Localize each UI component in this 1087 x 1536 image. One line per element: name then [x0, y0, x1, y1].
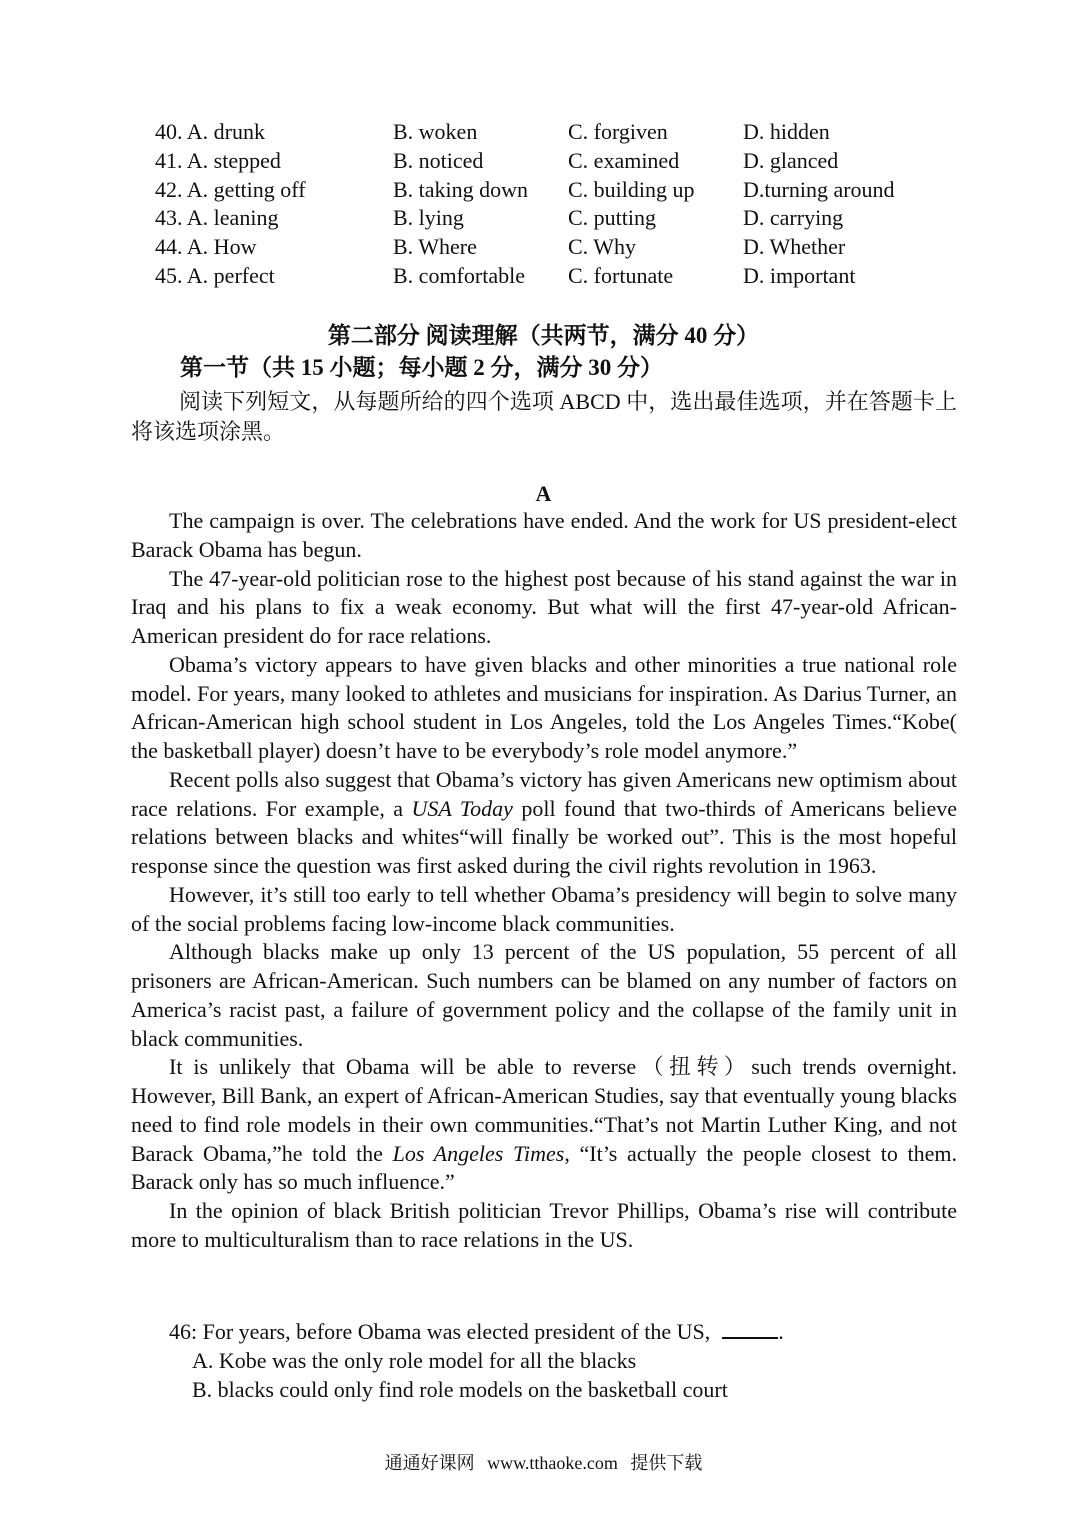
option-row-41	[155, 147, 955, 176]
option-row-44	[155, 233, 955, 262]
option-b: B. woken	[393, 119, 478, 144]
publication-name: USA Today	[411, 795, 513, 821]
option-a: 42. A. getting off	[155, 176, 306, 202]
option-d: D. hidden	[743, 119, 830, 144]
footer-note: 提供下载	[630, 1453, 703, 1473]
option-c: C. examined	[568, 147, 680, 173]
choice-b: B. blacks could only find role models on the basketball court	[192, 1377, 728, 1402]
paragraph: In the opinion of black British politician Trevor Phillips, Obama’s rise will contribute more to multiculturalism than to race relations in the US.	[131, 1198, 957, 1252]
option-row-42	[155, 176, 955, 205]
option-d: D.turning around	[743, 176, 895, 202]
option-b: B. lying	[393, 205, 464, 231]
option-c: C. putting	[568, 205, 657, 231]
option-a: 41. A. stepped	[155, 147, 281, 173]
paragraph: Obama’s victory appears to have given blacks and other minorities a true national role model. For years, many looked to athletes and musicians for inspiration. As Darius Turner, an African-American high school student in Los Angeles, told the Los Angeles Times.“Kobe( the basketball player) doesn’t have to be everybody’s role model anymore.”	[131, 651, 957, 763]
passage-label: A	[535, 481, 552, 506]
choice-a: A. Kobe was the only role model for all the blacks	[192, 1348, 637, 1373]
paragraph: It is unlikely that Obama will be able to reverse（扭转）such trends overnight. However, Bill Bank, an expert of African-American Studies, say that eventually young blacks need to find role models in their own communities.“That’s not Martin Luther King, and not Barack Obama,”he told the Los Angeles Times, “It’s actually the people closest to them. Barack only has so much influence.”	[131, 1054, 957, 1195]
footer-site-name: 通通好课网	[384, 1453, 475, 1473]
answer-blank	[722, 1319, 778, 1339]
option-row-43	[155, 204, 955, 233]
option-a: 44. A. How	[155, 234, 257, 260]
instructions: 阅读下列短文，从每题所给的四个选项 ABCD 中，选出最佳选项，并在答题卡上将该选项涂黑。	[131, 389, 957, 444]
passage-body	[131, 507, 957, 1255]
page-footer	[0, 1450, 1087, 1476]
paragraph: Although blacks make up only 13 percent of the US population, 55 percent of all prisoners are African-American. Such numbers can be blamed on any number of factors on America’s racist past, a failure of government policy and the collapse of the family unit in black communities.	[131, 939, 957, 1051]
option-b: B. taking down	[393, 176, 529, 202]
option-c: C. Why	[568, 234, 637, 260]
paragraph: However, it’s still too early to tell whether Obama’s presidency will begin to solve many of the social problems facing low-income black communities.	[131, 881, 957, 936]
option-c: C. building up	[568, 176, 695, 202]
option-a: 43. A. leaning	[155, 205, 279, 231]
publication-name: Los Angeles Times	[392, 1140, 565, 1166]
option-b: B. noticed	[393, 147, 484, 173]
question-46: 46: For years, before Obama was elected president of the US, .	[169, 1319, 784, 1344]
subsection-title: 第一节（共 15 小题；每小题 2 分，满分 30 分）	[180, 355, 663, 380]
footer-url: www.tthaoke.com	[487, 1453, 618, 1473]
option-b: B. Where	[393, 234, 477, 260]
option-row-45	[155, 262, 955, 291]
option-d: D. important	[743, 262, 856, 288]
options-table	[155, 118, 955, 291]
option-c: C. fortunate	[568, 262, 674, 288]
option-d: D. carrying	[743, 205, 844, 231]
paragraph: The campaign is over. The celebrations have ended. And the work for US president-elect Barack Obama has begun.	[131, 508, 957, 562]
option-d: D. glanced	[743, 147, 839, 173]
option-c: C. forgiven	[568, 119, 668, 144]
option-row-40	[155, 118, 955, 147]
paragraph: The 47-year-old politician rose to the highest post because of his stand against the war in Iraq and his plans to fix a weak economy. But what will the first 47-year-old African-American president do for race relations.	[131, 565, 957, 648]
option-d: D. Whether	[743, 234, 846, 260]
question-stem: 46: For years, before Obama was elected president of the US,	[169, 1319, 711, 1344]
section-title: 第二部分 阅读理解（共两节，满分 40 分）	[327, 323, 760, 348]
option-a: 45. A. perfect	[155, 262, 275, 288]
option-a: 40. A. drunk	[155, 119, 266, 144]
paragraph: Recent polls also suggest that Obama’s victory has given Americans new optimism about race relations. For example, a USA Today poll found that two-thirds of Americans believe relations between blacks and whites“will finally be worked out”. This is the most hopeful response since the question was first asked during the civil rights revolution in 1963.	[131, 766, 957, 878]
option-b: B. comfortable	[393, 262, 525, 288]
